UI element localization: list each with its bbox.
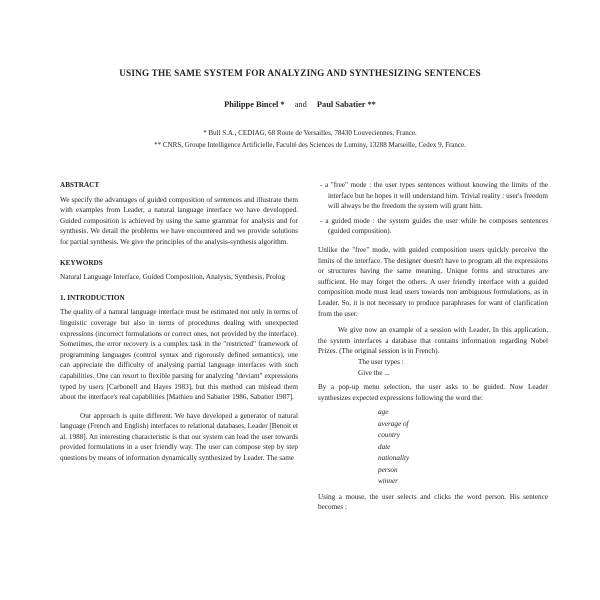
word-item: date	[378, 442, 391, 451]
abstract-heading: ABSTRACT	[60, 181, 100, 189]
word-item: age	[378, 408, 389, 417]
word-item: person	[378, 465, 398, 474]
word-item: nationality	[378, 454, 410, 463]
introduction-para-1: The quality of a natural language interface must be estimated not only in terms of linguistic coverage but also in terms of procedures dealing with unexpected expressions (incorrect formulations or correct ones, not provided by the interface). Sometimes, the error recovery is a complex task in the "restricted" framework of programming languages (control syntax and rigorously defined semantics), one can appreciate the difficulty of analysing partial language interfaces with such capabilities. One can resort to flexible parsing for analyzing "deviant" expressions typed by users [Carbonell and Hayes 1983], but this method can mislead them about the interface's real capabilities [Mathieu and Sabatier 1986, Sabatier 1987].	[60, 308, 298, 402]
guided-mode-item: - a guided mode : the system guides the user while he composes sentences (guided composition).	[320, 216, 548, 236]
synthesized-word-list	[378, 407, 548, 488]
guided-composition-para: Unlike the "free" mode, with guided composition users quickly perceive the limits of the interface. The designer doesn't have to program all the expressions or structures having the same meaning. Unique forms and structures are sufficient. He may forget the others. A user friendly interface with a guided composition mode must lead users towards non ambiguous formulations, as in Leader. So, it is not necessary to produce paraphrases for want of clarification from the user.	[318, 245, 548, 318]
word-item: country	[378, 431, 400, 440]
guidance-para: By a pop-up menu selection, the user asks to be guided. Now Leader synthesizes expected expressions following the word the:	[318, 383, 548, 402]
author-bincel: Philippe Bincel *	[224, 100, 285, 109]
give-the-line: Give the ...	[358, 368, 390, 377]
author-sabatier: Paul Sabatier **	[316, 100, 376, 109]
introduction-heading: 1. INTRODUCTION	[60, 293, 125, 302]
affiliation-cnrs: ** CNRS, Groupe Intelligence Artificielle, Faculté des Sciences de Luminy, 13288 Marseille, Cedex 9, France.	[154, 141, 466, 149]
abstract-text: We specify the advantages of guided composition of sentences and illustrate them with examples from Leader, a natural language interface we have developped. Guided composition is achieved by using the same grammar for analysis and for synthesis. We detail the problems we have encountered and we provide solutions for partial synthesis. We give the principles of the analysis-synthesis algorithm.	[60, 195, 298, 246]
word-item: winner	[378, 477, 398, 486]
keywords-heading: KEYWORDS	[60, 258, 103, 267]
author-conjunction: and	[294, 100, 307, 109]
user-types-line: The user types :	[358, 357, 404, 366]
paper-title: USING THE SAME SYSTEM FOR ANALYZING AND SYNTHESIZING SENTENCES	[119, 68, 481, 78]
word-item: average of	[378, 419, 409, 428]
introduction-para-2: Our approach is quite different. We have developed a generator of natural language (French and English) interfaces to relational databases, Leader [Benoit et al. 1988]. An interesting characteristic is that our system can lead the user towards provided formulations in a user friendly way. The user can compose step by step questions by means of information dynamically synthesized by Leader. The same	[60, 411, 298, 463]
free-mode-item: - a "free" mode : the user types sentences without knowing the limits of the interface but he hopes it will understand him. Trivial reality : user's freedom will always be the freedom the system will grant him.	[320, 181, 548, 211]
session-example-para: We give now an example of a session with Leader. In this application, the system interfaces a database that contains information regarding Nobel Prizes. (The original session is in French).	[318, 326, 548, 356]
left-column	[60, 180, 298, 464]
right-column	[318, 180, 548, 513]
mouse-selection-para: Using a mouse, the user selects and clicks the word person. His sentence becomes :	[318, 492, 548, 512]
author-line	[0, 100, 600, 109]
keywords-text: Natural Language Interface, Guided Composition, Analysis, Synthesis, Prolog	[60, 273, 285, 282]
affiliation-bull: * Bull S.A., CEDIAG, 68 Route de Versailles, 78430 Louveciennes, France.	[203, 129, 417, 137]
